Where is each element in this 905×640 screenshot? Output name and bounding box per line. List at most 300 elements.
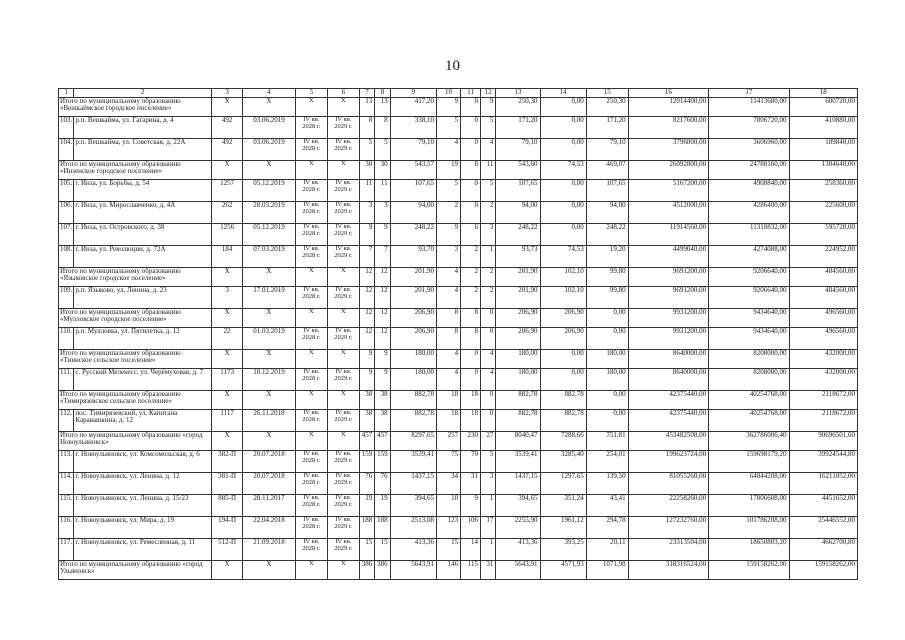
value-c12: 11 [481,161,496,180]
value-c17: 7806720,00 [709,117,789,139]
value-c13: 413,36 [496,539,540,561]
value-c13: 250,30 [496,98,540,117]
planned-end: IV кв. 2029 г. [327,246,359,268]
value-c8: 12 [375,268,390,287]
value-c18: 595728,00 [789,224,857,246]
value-c12: 4 [481,350,496,369]
column-number: 3 [212,89,243,98]
value-c17: 18650803,20 [709,539,789,561]
value-c15: 19,20 [586,246,628,268]
value-c18: 224952,00 [789,246,857,268]
doc-number: X [212,309,243,328]
value-c10: 75 [436,451,460,473]
doc-number: 184 [212,246,243,268]
value-c14: 102,10 [540,287,586,309]
column-number: 17 [709,89,789,98]
value-c13: 206,90 [496,328,540,350]
value-c9: 5643,91 [390,561,436,580]
doc-date: 05.12.2019 [243,180,296,202]
value-c16: 4512000,00 [628,202,708,224]
planned-end: X [327,391,359,410]
value-c7: 12 [359,309,374,328]
value-c16: 81055260,00 [628,473,708,495]
doc-date: X [243,98,296,117]
value-c14: 7288,66 [540,432,586,451]
value-c14: 74,53 [540,246,586,268]
value-c7: 188 [359,517,374,539]
planned-start: IV кв. 2028 г. [295,328,327,350]
value-c8: 76 [375,473,390,495]
address: г. Инза, ул. Островского, д. 38 [74,224,212,246]
value-c9: 1437,15 [390,473,436,495]
value-c9: 8297,65 [390,432,436,451]
doc-number: 22 [212,328,243,350]
value-c17: 9434640,00 [709,309,789,328]
value-c7: 5 [359,139,374,161]
address: г. Новоульяновск, ул. Ленина, д. 12 [74,473,212,495]
value-c12: 4 [481,139,496,161]
value-c18: 16211052,00 [789,473,857,495]
value-c16: 453482508,00 [628,432,708,451]
subtotal-row [59,309,858,328]
municipality-total-label: Итого по муниципальному образованию «Языковское городское поселение» [59,268,212,287]
value-c10: 5 [436,180,460,202]
value-c14: 206,90 [540,309,586,328]
value-c15: 180,00 [586,350,628,369]
doc-date: 20.07.2018 [243,473,296,495]
value-c9: 94,00 [390,202,436,224]
address: г. Новоульяновск, ул. Комсомольская, д. 6 [74,451,212,473]
value-c7: 19 [359,495,374,517]
value-c8: 9 [375,350,390,369]
planned-end: IV кв. 2029 г. [327,224,359,246]
value-c15: 0,00 [586,309,628,328]
value-c10: 18 [436,410,460,432]
value-c14: 0,00 [540,350,586,369]
address: г. Новоульяновск, ул. Ленина, д. 15/23 [74,495,212,517]
planned-start: IV кв. 2028 г. [295,369,327,391]
planned-end: X [327,350,359,369]
row-number: 106. [59,202,74,224]
value-c18: 258360,00 [789,180,857,202]
value-c11: 230 [461,432,481,451]
value-c12: 5 [481,451,496,473]
value-c13: 180,00 [496,350,540,369]
subtotal-row [59,161,858,180]
value-c13: 79,10 [496,139,540,161]
value-c15: 139,50 [586,473,628,495]
doc-number: 512-П [212,539,243,561]
value-c8: 159 [375,451,390,473]
value-c17: 4908840,00 [709,180,789,202]
planned-start: IV кв. 2028 г. [295,139,327,161]
row-number: 108. [59,246,74,268]
value-c12: 5 [481,180,496,202]
value-c10: 4 [436,268,460,287]
address: г. Инза, ул. Мирославченко, д. 4А [74,202,212,224]
planned-start: IV кв. 2028 г. [295,451,327,473]
value-c11: 2 [461,268,481,287]
value-c16: 8640000,00 [628,350,708,369]
value-c7: 7 [359,246,374,268]
value-c11: 115 [461,561,481,580]
value-c7: 12 [359,287,374,309]
doc-date: 10.12.2019 [243,369,296,391]
value-c9: 93,70 [390,246,436,268]
value-c18: 90696501,60 [789,432,857,451]
column-number: 13 [496,89,540,98]
row-number: 115. [59,495,74,517]
value-c13: 8040,47 [496,432,540,451]
doc-date: X [243,561,296,580]
value-c16: 12014400,00 [628,98,708,117]
planned-start: IV кв. 2028 г. [295,224,327,246]
address: г. Новоульяновск, ул. Мира, д. 19 [74,517,212,539]
doc-number: X [212,561,243,580]
value-c11: 0 [461,180,481,202]
address: р.п. Вешкайма, ул. Гагарина, д. 4 [74,117,212,139]
value-c15: 0,00 [586,391,628,410]
value-c12: 1 [481,495,496,517]
value-c8: 38 [375,410,390,432]
address: г. Инза, ул. Борьбы, д. 54 [74,180,212,202]
value-c18: 225600,00 [789,202,857,224]
value-c7: 38 [359,391,374,410]
value-c13: 5643,91 [496,561,540,580]
value-c17: 4274088,00 [709,246,789,268]
value-c16: 11914560,00 [628,224,708,246]
value-c9: 201,90 [390,287,436,309]
value-c11: 70 [461,451,481,473]
planned-end: IV кв. 2029 г. [327,139,359,161]
row-number: 110. [59,328,74,350]
address: р.п. Мулловка, ул. Пятилетка, д. 12 [74,328,212,350]
value-c8: 9 [375,369,390,391]
value-c18: 2118672,00 [789,410,857,432]
column-number: 6 [327,89,359,98]
column-number: 14 [540,89,586,98]
value-c15: 469,07 [586,161,628,180]
doc-date: X [243,391,296,410]
value-c16: 9931200,00 [628,328,708,350]
doc-number: 3 [212,287,243,309]
doc-date: X [243,161,296,180]
value-c9: 413,36 [390,539,436,561]
value-c9: 206,90 [390,328,436,350]
value-c15: 94,00 [586,202,628,224]
value-c18: 25446552,00 [789,517,857,539]
planned-end: IV кв. 2029 г. [327,287,359,309]
value-c7: 386 [359,561,374,580]
value-c17: 40254768,00 [709,391,789,410]
doc-number: X [212,391,243,410]
value-c9: 2513,08 [390,517,436,539]
value-c14: 351,24 [540,495,586,517]
value-c9: 394,65 [390,495,436,517]
value-c18: 1304640,00 [789,161,857,180]
value-c9: 201,90 [390,268,436,287]
doc-date: 20.07.2018 [243,451,296,473]
value-c18: 432000,00 [789,369,857,391]
value-c8: 30 [375,161,390,180]
value-c16: 42375440,00 [628,410,708,432]
value-c7: 9 [359,369,374,391]
doc-date: 01.03.2019 [243,328,296,350]
subtotal-row [59,561,858,580]
house-row [59,369,858,391]
value-c14: 0,00 [540,202,586,224]
doc-number: 885-П [212,495,243,517]
value-c15: 43,41 [586,495,628,517]
doc-number: 492 [212,139,243,161]
value-c15: 254,01 [586,451,628,473]
value-c11: 8 [461,328,481,350]
doc-date: 28.11.2017 [243,495,296,517]
doc-number: 1257 [212,180,243,202]
value-c14: 4571,93 [540,561,586,580]
value-c7: 38 [359,410,374,432]
value-c10: 4 [436,369,460,391]
value-c17: 8208000,00 [709,369,789,391]
value-c12: 1 [481,539,496,561]
row-number: 117. [59,539,74,561]
housing-program-table [58,88,858,580]
value-c12: 17 [481,517,496,539]
column-number: 4 [243,89,296,98]
column-number: 7 [359,89,374,98]
value-c18: 39924544,80 [789,451,857,473]
value-c18: 600720,00 [789,98,857,117]
value-c13: 3539,41 [496,451,540,473]
column-number: 9 [390,89,436,98]
value-c18: 496560,00 [789,309,857,328]
doc-date: X [243,309,296,328]
value-c8: 12 [375,328,390,350]
row-number: 113. [59,451,74,473]
value-c16: 127232760,00 [628,517,708,539]
value-c8: 19 [375,495,390,517]
value-c11: 8 [461,309,481,328]
value-c10: 257 [436,432,460,451]
row-number: 105. [59,180,74,202]
value-c11: 2 [461,287,481,309]
house-row [59,180,858,202]
value-c12: 0 [481,410,496,432]
value-c15: 248,22 [586,224,628,246]
column-number: 16 [628,89,708,98]
value-c9: 107,65 [390,180,436,202]
planned-start: IV кв. 2028 г. [295,117,327,139]
house-row [59,539,858,561]
value-c18: 484560,00 [789,287,857,309]
value-c15: 294,78 [586,517,628,539]
value-c15: 751,81 [586,432,628,451]
value-c7: 3 [359,202,374,224]
value-c8: 188 [375,517,390,539]
planned-end: IV кв. 2029 г. [327,451,359,473]
value-c18: 484560,00 [789,268,857,287]
value-c17: 362786006,40 [709,432,789,451]
value-c11: 31 [461,473,481,495]
municipality-total-label: Итого по муниципальному образованию «Инзенское городское поселение» [59,161,212,180]
value-c8: 386 [375,561,390,580]
value-c16: 23313504,00 [628,539,708,561]
value-c11: 6 [461,224,481,246]
value-c16: 5167200,00 [628,180,708,202]
doc-number: 194-П [212,517,243,539]
house-row [59,517,858,539]
planned-start: IV кв. 2028 г. [295,287,327,309]
value-c8: 9 [375,224,390,246]
doc-date: 03.06.2019 [243,139,296,161]
value-c11: 18 [461,391,481,410]
planned-end: IV кв. 2029 г. [327,473,359,495]
column-number: 18 [789,89,857,98]
value-c10: 18 [436,391,460,410]
value-c10: 8 [436,309,460,328]
value-c9: 206,90 [390,309,436,328]
value-c14: 1297,65 [540,473,586,495]
value-c11: 18 [461,410,481,432]
doc-number: 1117 [212,410,243,432]
planned-end: IV кв. 2029 г. [327,117,359,139]
planned-start: IV кв. 2028 г. [295,495,327,517]
doc-date: 22.04.2018 [243,517,296,539]
value-c14: 0,00 [540,180,586,202]
value-c9: 180,00 [390,369,436,391]
address: г. Новоульяновск, ул. Ремесленная, д. 11 [74,539,212,561]
house-row [59,224,858,246]
column-number: 1 [59,89,74,98]
value-c15: 1071,98 [586,561,628,580]
column-number: 12 [481,89,496,98]
doc-date: 05.12.2019 [243,224,296,246]
value-c13: 882,78 [496,391,540,410]
value-c14: 882,78 [540,410,586,432]
municipality-total-label: Итого по муниципальному образованию «город Ульяновск» [59,561,212,580]
value-c7: 11 [359,180,374,202]
value-c15: 0,00 [586,410,628,432]
planned-end: IV кв. 2029 г. [327,202,359,224]
value-c18: 159158262,00 [789,561,857,580]
value-c12: 3 [481,224,496,246]
value-c16: 9931200,00 [628,309,708,328]
value-c14: 0,00 [540,117,586,139]
planned-end: IV кв. 2029 г. [327,180,359,202]
planned-end: X [327,432,359,451]
planned-start: X [295,561,327,580]
column-number: 11 [461,89,481,98]
value-c15: 0,00 [586,328,628,350]
value-c15: 107,65 [586,180,628,202]
planned-start: X [295,98,327,117]
value-c15: 171,20 [586,117,628,139]
value-c17: 17806608,00 [709,495,789,517]
doc-date: 17.01.2019 [243,287,296,309]
planned-end: IV кв. 2029 г. [327,539,359,561]
planned-start: X [295,309,327,328]
value-c9: 543,57 [390,161,436,180]
value-c10: 19 [436,161,460,180]
value-c11: 0 [461,202,481,224]
value-c11: 8 [461,161,481,180]
value-c16: 3796800,00 [628,139,708,161]
house-row [59,246,858,268]
value-c15: 99,80 [586,268,628,287]
house-row [59,410,858,432]
value-c9: 338,10 [390,117,436,139]
value-c12: 2 [481,287,496,309]
doc-number: X [212,98,243,117]
row-number: 111. [59,369,74,391]
municipality-total-label: Итого по муниципальному образованию «Тиинское сельское поселение» [59,350,212,369]
value-c8: 12 [375,309,390,328]
value-c14: 0,00 [540,224,586,246]
value-c14: 74,53 [540,161,586,180]
address: г. Инза, ул. Революции, д. 72А [74,246,212,268]
value-c17: 4286400,00 [709,202,789,224]
value-c17: 11413680,00 [709,98,789,117]
column-number: 2 [74,89,212,98]
value-c8: 15 [375,539,390,561]
value-c18: 4451652,00 [789,495,857,517]
value-c12: 27 [481,432,496,451]
value-c17: 101786208,00 [709,517,789,539]
column-number-row [59,89,858,98]
value-c13: 206,90 [496,309,540,328]
doc-date: 28.03.2019 [243,202,296,224]
value-c15: 20,11 [586,539,628,561]
doc-number: 1256 [212,224,243,246]
planned-start: IV кв. 2028 г. [295,473,327,495]
row-number: 116. [59,517,74,539]
address: пос. Тимирязевский, ул. Капитана Каравашкина, д. 12 [74,410,212,432]
value-c17: 11318832,00 [709,224,789,246]
value-c8: 11 [375,180,390,202]
subtotal-row [59,350,858,369]
value-c8: 3 [375,202,390,224]
value-c12: 0 [481,328,496,350]
value-c7: 12 [359,328,374,350]
value-c10: 8 [436,328,460,350]
municipality-total-label: Итого по муниципальному образованию «город Новоульяновск» [59,432,212,451]
value-c10: 2 [436,202,460,224]
value-c17: 3606960,00 [709,139,789,161]
value-c13: 882,78 [496,410,540,432]
value-c14: 393,25 [540,539,586,561]
value-c7: 13 [359,98,374,117]
row-number: 112. [59,410,74,432]
house-row [59,202,858,224]
doc-number: 1173 [212,369,243,391]
value-c10: 146 [436,561,460,580]
house-row [59,328,858,350]
value-c18: 496560,00 [789,328,857,350]
value-c8: 457 [375,432,390,451]
value-c9: 3539,41 [390,451,436,473]
row-number: 104. [59,139,74,161]
value-c8: 38 [375,391,390,410]
value-c17: 9434640,00 [709,328,789,350]
address: р.п. Вешкайма, ул. Советская, д. 22А [74,139,212,161]
value-c11: 14 [461,539,481,561]
row-number: 114. [59,473,74,495]
value-c16: 4499040,00 [628,246,708,268]
value-c13: 543,60 [496,161,540,180]
value-c13: 394,65 [496,495,540,517]
value-c13: 93,73 [496,246,540,268]
house-row [59,287,858,309]
